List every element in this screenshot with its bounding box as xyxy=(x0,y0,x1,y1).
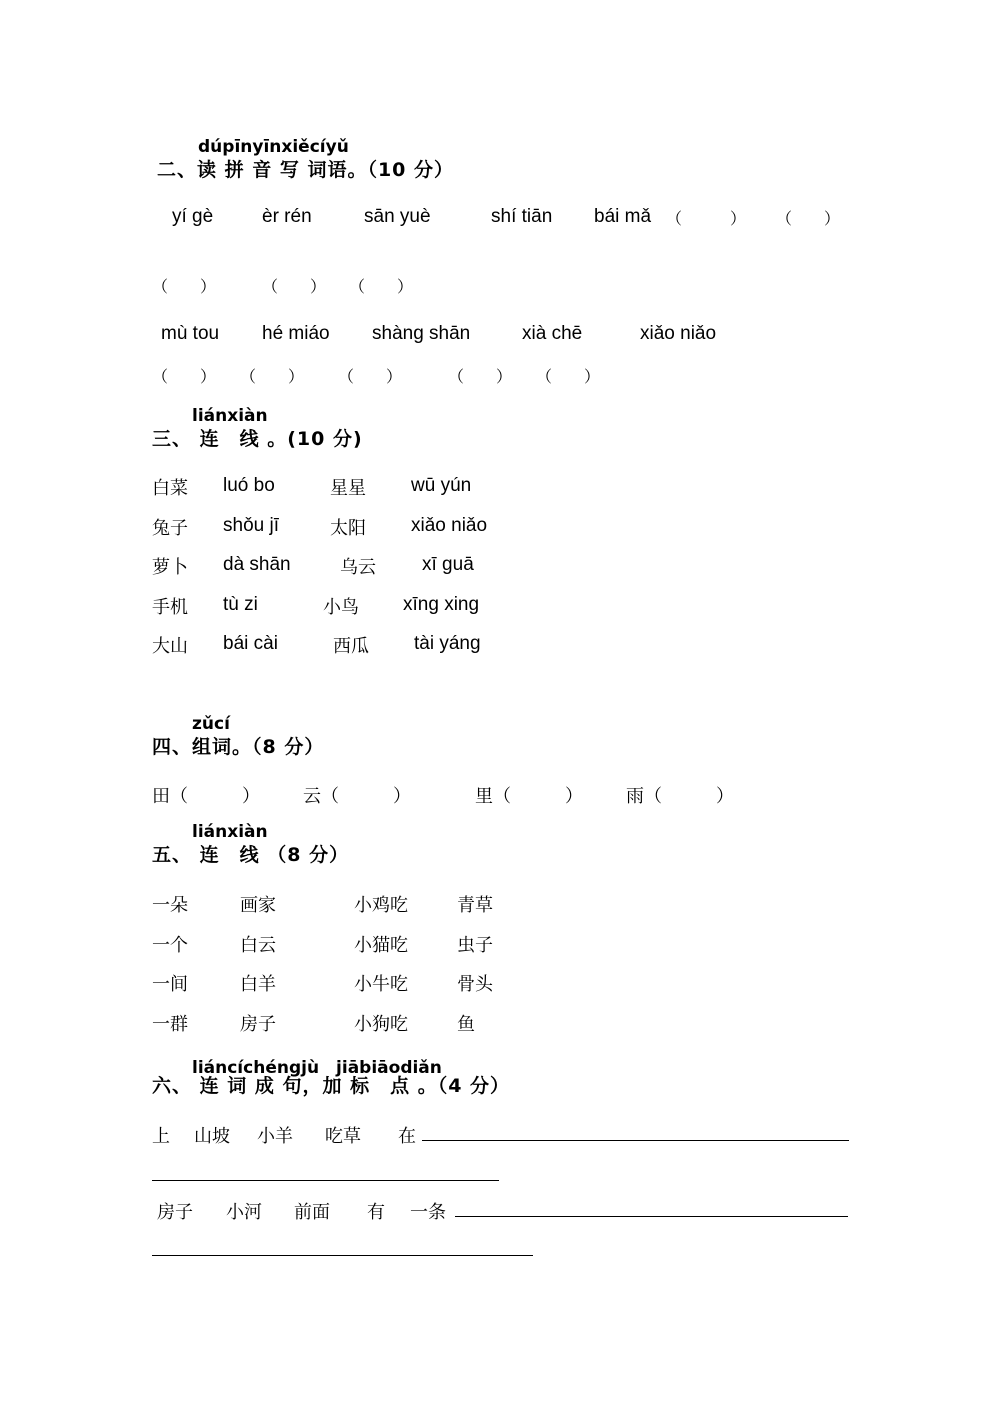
measure-word[interactable]: 一群 xyxy=(152,1014,188,1035)
section5-title: 五、 连 线 （8 分） xyxy=(152,844,350,866)
answer-blank[interactable]: （ ） xyxy=(448,367,513,386)
pinyin-word: sān yuè xyxy=(364,206,431,227)
pinyin-word: xià chē xyxy=(522,323,583,344)
section4-title: 四、组词。（8 分） xyxy=(152,736,325,758)
pinyin-word: xiǎo niǎo xyxy=(640,323,717,344)
sentence-word: 前面 xyxy=(294,1202,330,1223)
answer-blank[interactable]: （ ） xyxy=(240,367,305,386)
answer-blank[interactable]: （ ） xyxy=(666,209,747,228)
pinyin-word: bái mǎ xyxy=(594,206,652,227)
word-hanzi[interactable]: 小鸟 xyxy=(323,597,359,618)
food-word[interactable]: 虫子 xyxy=(457,935,493,956)
sentence-word: 在 xyxy=(398,1126,416,1147)
word-pinyin[interactable]: luó bo xyxy=(223,475,275,496)
answer-blank[interactable]: （ ） xyxy=(349,277,414,296)
word-hanzi[interactable]: 大山 xyxy=(152,636,188,657)
section4-pinyin: zǔcí xyxy=(192,714,230,734)
pinyin-word: èr rén xyxy=(262,206,312,227)
sentence-word: 房子 xyxy=(157,1202,193,1223)
word-pinyin[interactable]: dà shān xyxy=(223,554,291,575)
word-pinyin[interactable]: tù zi xyxy=(223,594,258,615)
animal-phrase[interactable]: 小狗吃 xyxy=(354,1014,408,1035)
word-pinyin[interactable]: tài yáng xyxy=(414,633,481,654)
noun-word[interactable]: 白云 xyxy=(240,935,276,956)
word-pinyin[interactable]: xīng xing xyxy=(403,594,480,615)
sentence-word: 小河 xyxy=(226,1202,262,1223)
word-hanzi[interactable]: 兔子 xyxy=(152,518,188,539)
word-pinyin[interactable]: shǒu jī xyxy=(223,515,279,536)
answer-blank[interactable]: （ ） xyxy=(262,277,327,296)
section6-title: 六、 连 词 成 句，加 标 点 。（4 分） xyxy=(152,1075,511,1097)
answer-blank[interactable]: （ ） xyxy=(338,367,403,386)
sentence-word: 上 xyxy=(152,1126,170,1147)
noun-word[interactable]: 白羊 xyxy=(240,974,276,995)
answer-line[interactable] xyxy=(455,1216,848,1217)
noun-word[interactable]: 画家 xyxy=(240,895,276,916)
word-group-item[interactable]: 雨（ ） xyxy=(626,786,734,807)
food-word[interactable]: 骨头 xyxy=(457,974,493,995)
pinyin-word: hé miáo xyxy=(262,323,330,344)
measure-word[interactable]: 一朵 xyxy=(152,895,188,916)
pinyin-word: shàng shān xyxy=(372,323,471,344)
section2-title: 二、读 拼 音 写 词语。（10 分） xyxy=(157,159,455,181)
food-word[interactable]: 青草 xyxy=(457,895,493,916)
answer-line[interactable] xyxy=(152,1255,533,1256)
animal-phrase[interactable]: 小鸡吃 xyxy=(354,895,408,916)
pinyin-word: mù tou xyxy=(161,323,220,344)
word-group-item[interactable]: 里（ ） xyxy=(475,786,583,807)
word-hanzi[interactable]: 星星 xyxy=(330,478,366,499)
measure-word[interactable]: 一个 xyxy=(152,935,188,956)
noun-word[interactable]: 房子 xyxy=(240,1014,276,1035)
word-hanzi[interactable]: 萝卜 xyxy=(152,557,188,578)
section2-pinyin: dúpīnyīnxiěcíyǔ xyxy=(198,137,349,157)
sentence-word: 有 xyxy=(367,1202,385,1223)
sentence-word: 山坡 xyxy=(194,1126,230,1147)
word-hanzi[interactable]: 白菜 xyxy=(152,478,188,499)
answer-line[interactable] xyxy=(152,1180,499,1181)
pinyin-word: yí gè xyxy=(172,206,214,227)
animal-phrase[interactable]: 小牛吃 xyxy=(354,974,408,995)
word-pinyin[interactable]: wū yún xyxy=(411,475,472,496)
word-hanzi[interactable]: 乌云 xyxy=(340,557,376,578)
word-pinyin[interactable]: xī guā xyxy=(422,554,474,575)
word-hanzi[interactable]: 西瓜 xyxy=(333,636,369,657)
sentence-word: 一条 xyxy=(410,1202,446,1223)
answer-blank[interactable]: （ ） xyxy=(152,277,217,296)
pinyin-word: shí tiān xyxy=(491,206,553,227)
word-group-item[interactable]: 云（ ） xyxy=(303,786,411,807)
answer-blank[interactable]: （ ） xyxy=(152,367,217,386)
section5-pinyin: liánxiàn xyxy=(192,822,268,842)
sentence-word: 吃草 xyxy=(325,1126,361,1147)
measure-word[interactable]: 一间 xyxy=(152,974,188,995)
word-hanzi[interactable]: 太阳 xyxy=(330,518,366,539)
section3-pinyin: liánxiàn xyxy=(192,406,268,426)
animal-phrase[interactable]: 小猫吃 xyxy=(354,935,408,956)
section6-pinyin: liáncíchéngjù jiābiāodiǎn xyxy=(192,1058,442,1078)
sentence-word: 小羊 xyxy=(257,1126,293,1147)
answer-blank[interactable]: （ ） xyxy=(536,367,601,386)
word-group-item[interactable]: 田（ ） xyxy=(152,786,260,807)
word-pinyin[interactable]: xiǎo niǎo xyxy=(411,515,488,536)
word-hanzi[interactable]: 手机 xyxy=(152,597,188,618)
word-pinyin[interactable]: bái cài xyxy=(223,633,278,654)
answer-line[interactable] xyxy=(422,1140,849,1141)
answer-blank[interactable]: （ ） xyxy=(776,209,841,228)
section3-title: 三、 连 线 。(10 分) xyxy=(152,428,363,450)
food-word[interactable]: 鱼 xyxy=(457,1014,475,1035)
